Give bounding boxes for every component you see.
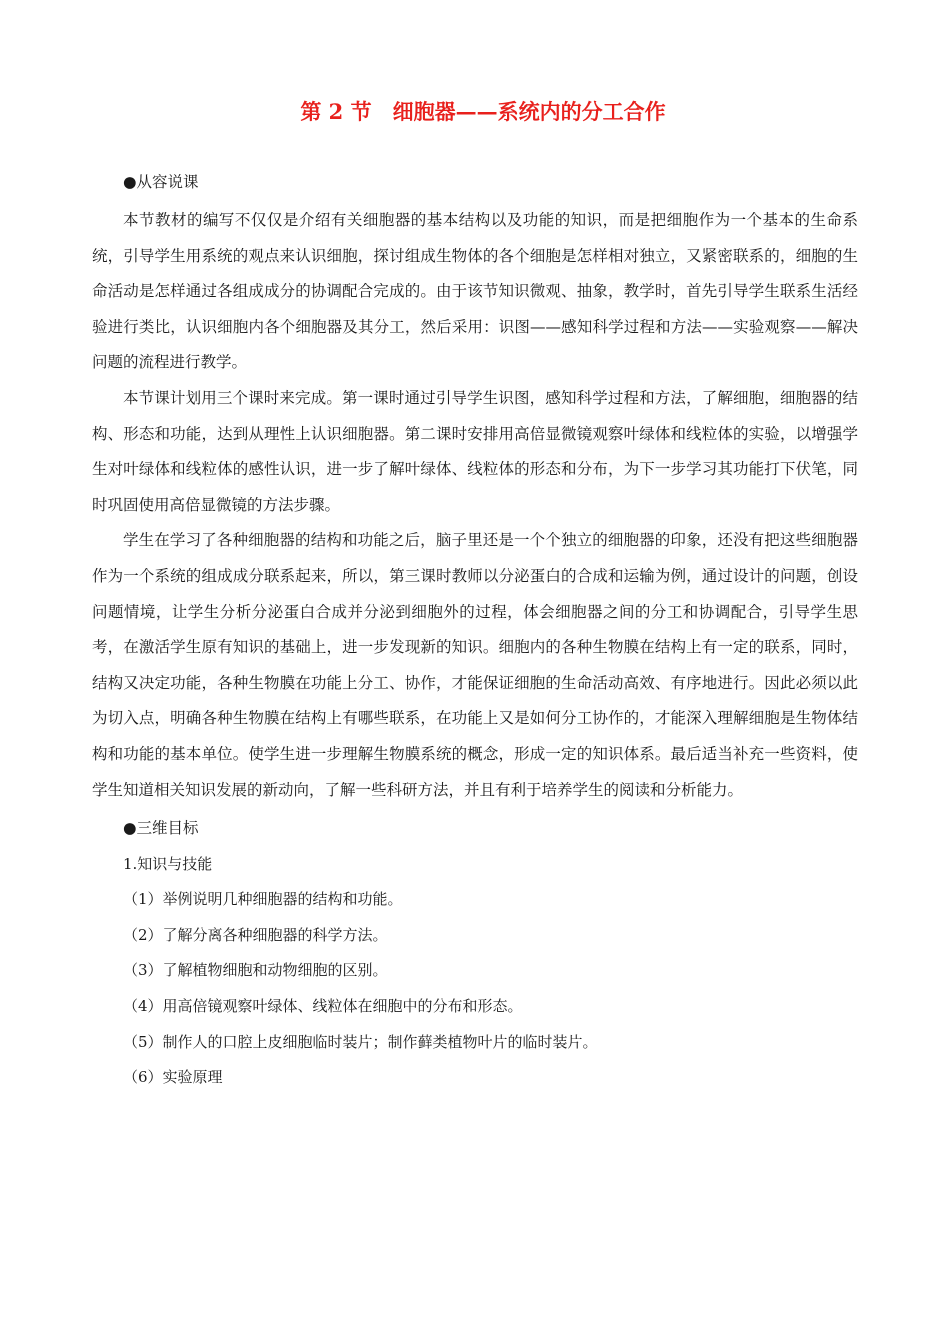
section-heading-lesson-talk: ●从容说课: [123, 173, 199, 191]
page-title: 第 2 节 细胞器——系统内的分工合作: [300, 99, 666, 124]
list-item: （1）举例说明几种细胞器的结构和功能。: [123, 890, 403, 909]
paragraph: 本节课计划用三个课时来完成。第一课时通过引导学生识图，感知科学过程和方法，了解细胞，细胞器的结构、形态和功能，达到从理性上认识细胞器。第二课时安排用高倍显微镜观察叶绿体和线粒体的实验，以增强学生对叶绿体和线粒体的感性认识，进一步了解叶绿体、线粒体的形态和分布，为下一步学习其功能打下伏笔，同时巩固使用高倍显微镜的方法步骤。: [92, 388, 858, 514]
section-heading-objectives: ●三维目标: [123, 819, 199, 838]
subheading-knowledge-skills: 1.知识与技能: [123, 854, 213, 873]
list-item: （5）制作人的口腔上皮细胞临时装片；制作藓类植物叶片的临时装片。: [123, 1032, 598, 1051]
list-item: （3）了解植物细胞和动物细胞的区别。: [123, 961, 388, 980]
list-item: （4）用高倍镜观察叶绿体、线粒体在细胞中的分布和形态。: [123, 997, 523, 1016]
list-item: （2）了解分离各种细胞器的科学方法。: [123, 925, 388, 944]
list-item: （6）实验原理: [123, 1068, 223, 1087]
paragraph: 本节教材的编写不仅仅是介绍有关细胞器的基本结构以及功能的知识，而是把细胞作为一个基本的生命系统，引导学生用系统的观点来认识细胞，探讨组成生物体的各个细胞是怎样相对独立，又紧密联系的，细胞的生命活动是怎样通过各组成成分的协调配合完成的。由于该节知识微观、抽象，教学时，首先引导学生联系生活经验进行类比，认识细胞内各个细胞器及其分工，然后采用：识图——感知科学过程和方法——实验观察——解决问题的流程进行教学。: [92, 211, 858, 372]
paragraph: 学生在学习了各种细胞器的结构和功能之后，脑子里还是一个个独立的细胞器的印象，还没有把这些细胞器作为一个系统的组成成分联系起来，所以，第三课时教师以分泌蛋白的合成和运输为例，通过设计的问题，创设问题情境，让学生分析分泌蛋白合成并分泌到细胞外的过程，体会细胞器之间的分工和协调配合，引导学生思考，在激活学生原有知识的基础上，进一步发现新的知识。细胞内的各种生物膜在结构上有一定的联系，同时，结构又决定功能，各种生物膜在功能上分工、协作，才能保证细胞的生命活动高效、有序地进行。因此必须以此为切入点，明确各种生物膜在结构上有哪些联系，在功能上又是如何分工协作的，才能深入理解细胞是生物体结构和功能的基本单位。使学生进一步理解生物膜系统的概念，形成一定的知识体系。最后适当补充一些资料，使学生知道相关知识发展的新动向，了解一些科研方法，并且有利于培养学生的阅读和分析能力。: [92, 531, 858, 799]
